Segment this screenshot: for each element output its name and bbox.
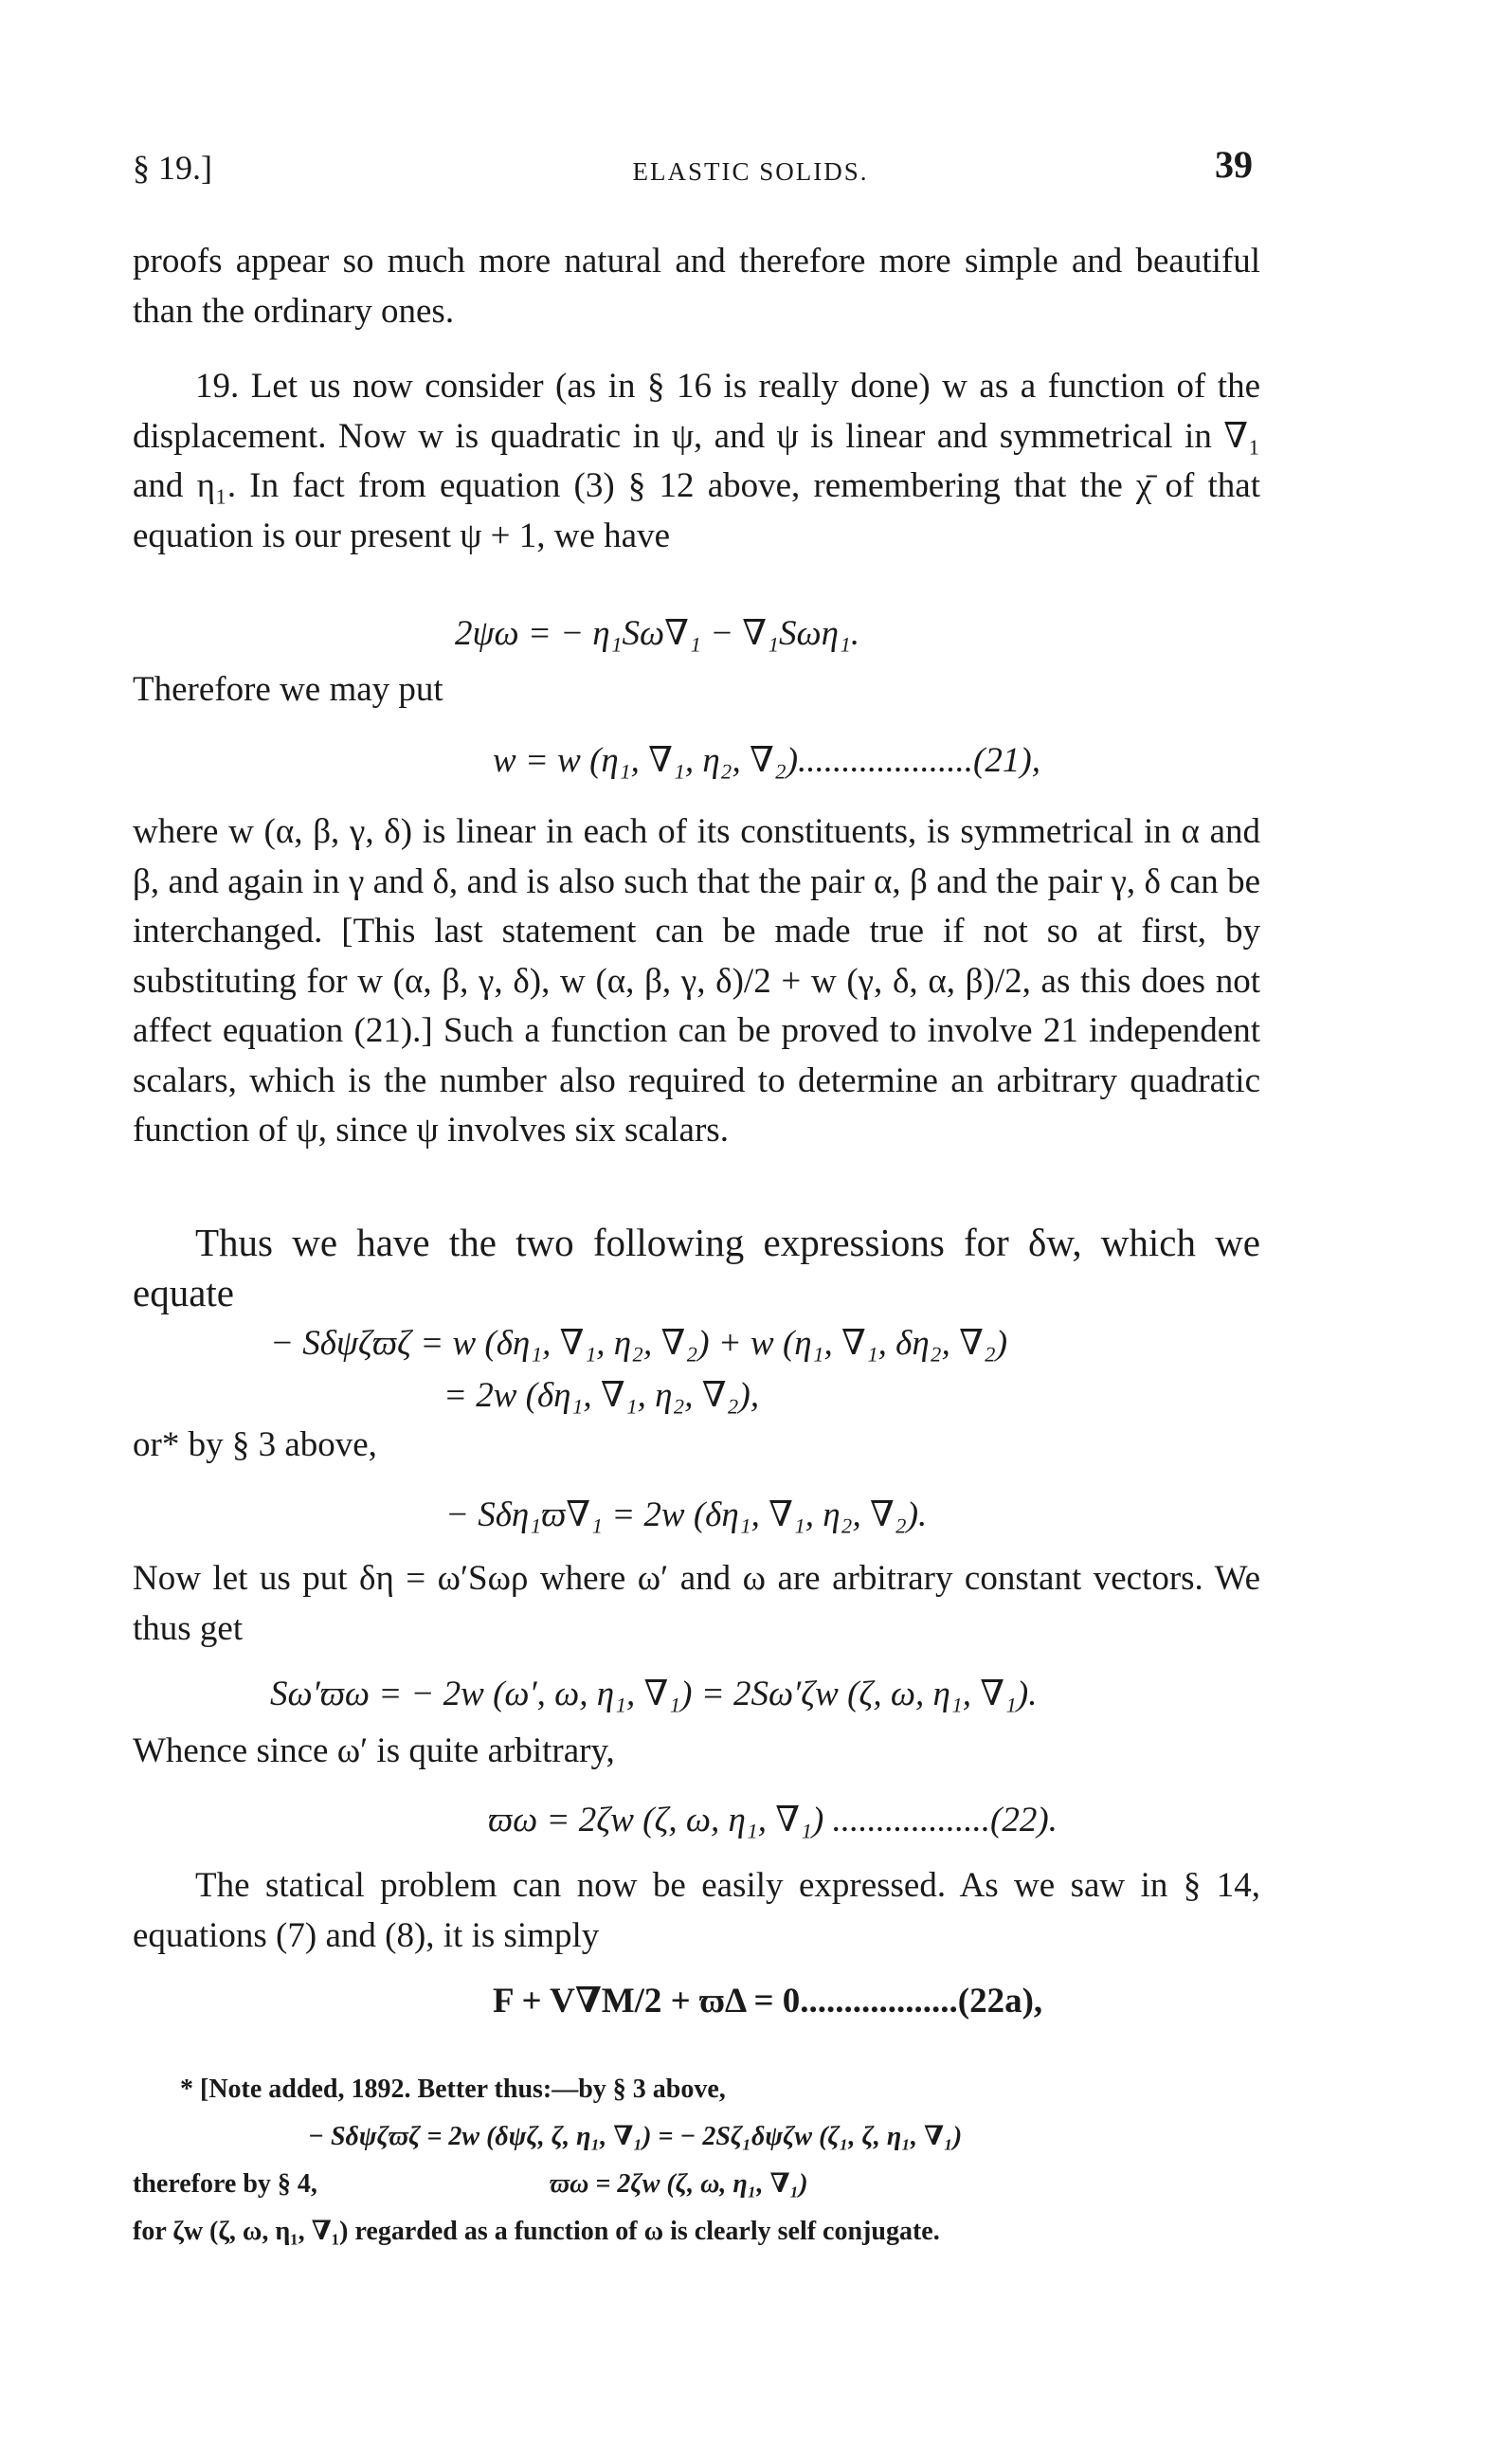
equation-d: Sω′ϖω = − 2w (ω′, ω, η₁, ∇₁) = 2Sω′ζw (ζ, ω, η₁, ∇₁). bbox=[270, 1675, 1038, 1713]
running-title: ELASTIC SOLIDS. bbox=[632, 157, 869, 186]
paragraph-4: where w (α, β, γ, δ) is linear in each of its constituents, is symmetrical in α and β, and again in γ and δ, and is also such that the pair α, β and the pair γ, δ can be interchanged. [This last statement can be made true if not so at first, by substituting for w (α, β, γ, δ), w (α, β, γ, δ)/2 + w (γ, δ, α, β)/2, as this does not affect equation (21).] Such a function can be proved to involve 21 independent scalars, which is the number also required to determine an arbitrary quadratic function of ψ, since ψ involves six scalars. bbox=[133, 812, 1260, 1150]
footnote-line-3-eq: ϖω = 2ζw (ζ, ω, η₁, ∇₁) bbox=[550, 2169, 808, 2199]
paragraph-1: proofs appear so much more natural and therefore more simple and beautiful than the ordinary ones. bbox=[133, 242, 1260, 331]
equation-22a: F + V∇M/2 + ϖΔ = 0..................(22a), bbox=[493, 1982, 1043, 2020]
paragraph-5: Thus we have the two following expressions for δw, which we equate bbox=[133, 1221, 1260, 1314]
equation-c: − Sδη₁ϖ∇₁ = 2w (δη₁, ∇₁, η₂, ∇₂). bbox=[445, 1495, 928, 1534]
equation-a: 2ψω = − η₁Sω∇₁ − ∇₁Sωη₁. bbox=[455, 614, 860, 653]
footnote-line-3-label: therefore by § 4, bbox=[133, 2169, 317, 2199]
footnote-line-2: − Sδψζϖζ = 2w (δψζ, ζ, η₁, ∇₁) = − 2Sζ₁δψζw (ζ₁, ζ, η₁, ∇₁) bbox=[308, 2122, 963, 2151]
paragraph-6: or* by § 3 above, bbox=[133, 1425, 377, 1464]
footnote bbox=[133, 2066, 1260, 2256]
paragraph-9: The statical problem can now be easily expressed. As we saw in § 14, equations (7) and (8), it is simply bbox=[133, 1866, 1260, 1955]
footnote-line-1: * [Note added, 1892. Better thus:—by § 3 above, bbox=[180, 2074, 726, 2104]
paragraph-2: 19. Let us now consider (as in § 16 is really done) w as a function of the displacement. Now w is quadratic in ψ, and ψ is linear and symmetrical in ∇₁ and η₁. In fact from equation (3) § 12 above, remembering that the χ̄ of that equation is our present ψ + 1, we have bbox=[133, 367, 1260, 555]
paragraph-8: Whence since ω′ is quite arbitrary, bbox=[133, 1731, 615, 1770]
paragraph-3: Therefore we may put bbox=[133, 670, 443, 709]
footnote-line-4: for ζw (ζ, ω, η₁, ∇₁) regarded as a function of ω is clearly self conjugate. bbox=[133, 2217, 940, 2246]
equation-b1: − Sδψζϖζ = w (δη₁, ∇₁, η₂, ∇₂) + w (η₁, ∇₁, δη₂, ∇₂) bbox=[270, 1324, 1008, 1363]
footnote-line-3 bbox=[133, 2161, 1260, 2208]
equation-21: w = w (η₁, ∇₁, η₂, ∇₂)....................(21), bbox=[493, 741, 1040, 780]
running-section: § 19.] bbox=[133, 149, 212, 187]
page-number: 39 bbox=[1215, 143, 1253, 186]
paragraph-7: Now let us put δη = ω′Sωρ where ω′ and ω are arbitrary constant vectors. We thus get bbox=[133, 1559, 1260, 1648]
equation-b2: = 2w (δη₁, ∇₁, η₂, ∇₂), bbox=[443, 1376, 760, 1415]
equation-22: ϖω = 2ζw (ζ, ω, η₁, ∇₁) ..................(22). bbox=[488, 1801, 1058, 1839]
